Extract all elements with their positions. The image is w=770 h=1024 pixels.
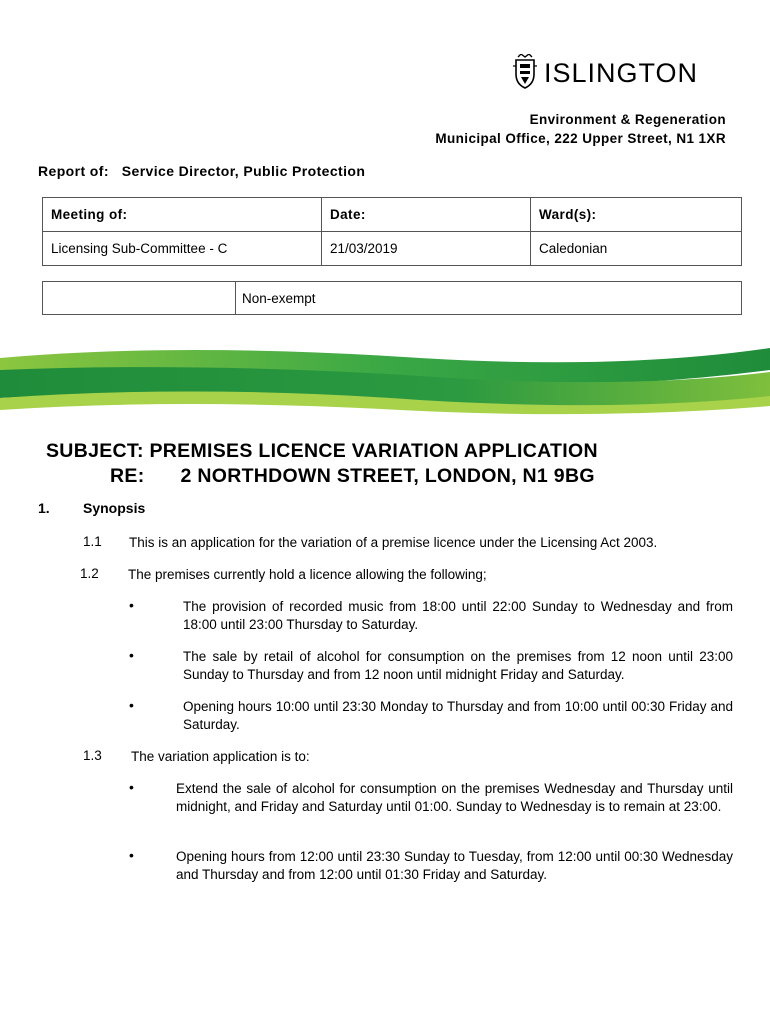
list-item: The provision of recorded music from 18:00 until 22:00 Sunday to Wednesday and from 18:00 until 23:00 Thursday to Saturday. — [183, 599, 733, 632]
exempt-table — [42, 281, 742, 315]
paragraph-text: The variation application is to: — [131, 749, 310, 764]
table-row — [43, 232, 742, 266]
wards-value: Caledonian — [531, 232, 742, 266]
department-name: Environment & Regeneration — [529, 112, 726, 127]
paragraph-text: The premises currently hold a licence allowing the following; — [128, 567, 487, 582]
exempt-empty-cell — [43, 282, 236, 315]
brand-name: ISLINGTON — [544, 58, 699, 88]
bullet-icon: • — [129, 697, 134, 713]
bullet-icon: • — [129, 597, 134, 613]
green-swoosh-banner — [0, 340, 770, 420]
list-item: Extend the sale of alcohol for consumption on the premises Wednesday and Thursday until midnight, and Friday and Saturday until 01:00. Sunday to Wednesday is to remain at 23:00. — [176, 781, 733, 814]
table-header-row — [43, 198, 742, 232]
meeting-table — [42, 197, 742, 266]
paragraph-text: This is an application for the variation of a premise licence under the Licensing Act 2003. — [129, 535, 658, 550]
report-of — [38, 163, 365, 179]
re-address: 2 NORTHDOWN STREET, LONDON, N1 9BG — [180, 465, 595, 487]
paragraph-number: 1.3 — [83, 748, 102, 763]
department-address: Municipal Office, 222 Upper Street, N1 1XR — [435, 131, 726, 146]
section-title: Synopsis — [83, 500, 146, 516]
paragraph-number: 1.1 — [83, 534, 102, 549]
header-wards: Ward(s): — [531, 198, 742, 232]
list-item: The sale by retail of alcohol for consumption on the premises from 12 noon until 23:00 Sunday to Thursday and from 12 noon until midnight Friday and Saturday. — [183, 649, 733, 682]
department-block — [435, 110, 726, 148]
list-item: Opening hours from 12:00 until 23:30 Sunday to Tuesday, from 12:00 until 00:30 Wednesday and Thursday and from 12:00 until 01:30 Friday and Saturday. — [176, 849, 733, 882]
bullet-icon: • — [129, 847, 134, 863]
paragraph-number: 1.2 — [80, 566, 99, 581]
header-date: Date: — [322, 198, 531, 232]
table-row — [43, 282, 742, 315]
exempt-status: Non-exempt — [236, 282, 742, 315]
report-label: Report of: — [38, 163, 109, 179]
subject-heading — [46, 439, 598, 489]
crest-icon — [512, 54, 538, 90]
list-item: Opening hours 10:00 until 23:30 Monday to Thursday and from 10:00 until 00:30 Friday and Saturday. — [183, 699, 733, 732]
date-value: 21/03/2019 — [322, 232, 531, 266]
bullet-icon: • — [129, 779, 134, 795]
section-number: 1. — [38, 500, 50, 516]
header-meeting: Meeting of: — [43, 198, 322, 232]
re-label: RE: — [110, 465, 145, 487]
re-line — [46, 464, 598, 489]
meeting-value: Licensing Sub-Committee - C — [43, 232, 322, 266]
subject-line: SUBJECT: PREMISES LICENCE VARIATION APPLICATION — [46, 440, 598, 462]
islington-logo — [512, 52, 734, 98]
bullet-icon: • — [129, 647, 134, 663]
report-value: Service Director, Public Protection — [121, 163, 366, 179]
